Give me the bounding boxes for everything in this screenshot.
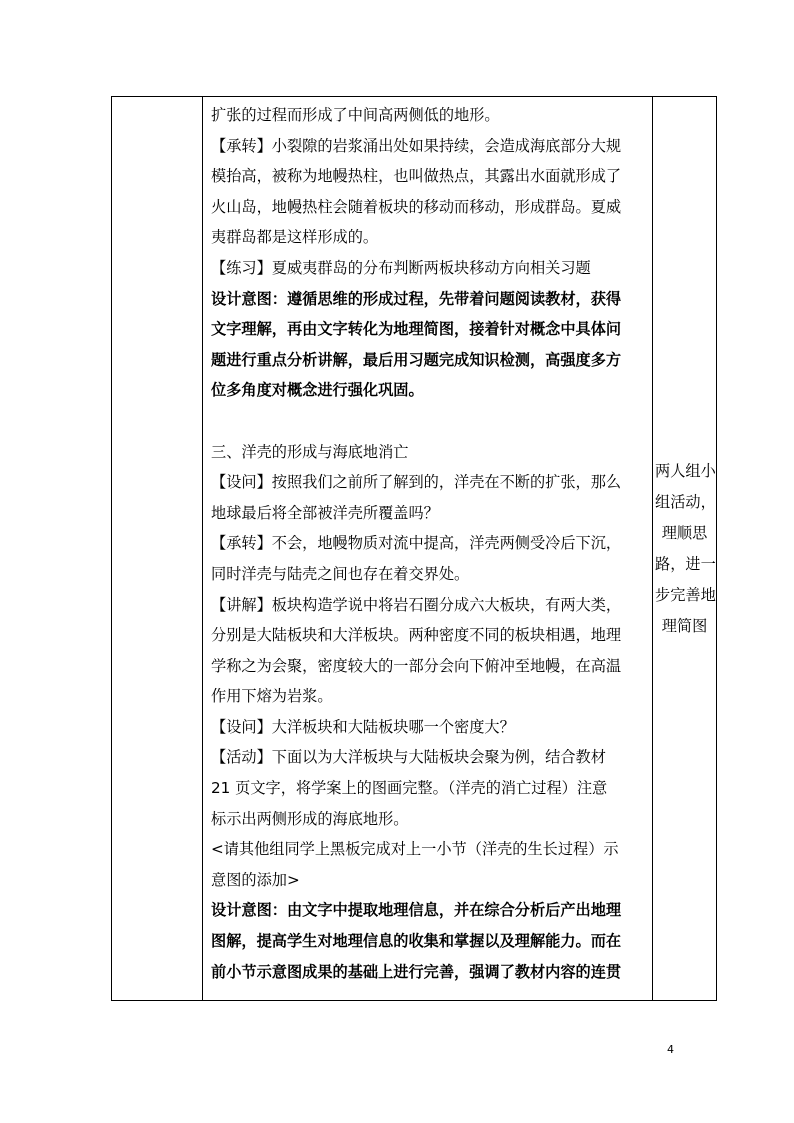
table-row [112,97,717,1001]
activity-line: 理简图 [661,616,708,635]
text-line: 【承转】不会，地幔物质对流中提高，洋壳两侧受冷后下沉， [211,534,622,553]
text-line: 模抬高，被称为地幔热柱，也叫做热点，其露出水面就形成了 [211,167,622,186]
text-line: 火山岛，地幔热柱会随着板块的移动而移动，形成群岛。夏威 [211,197,622,216]
design-intent-line: 题进行重点分析讲解，最后用习题完成知识检测，高强度多方 [211,350,622,369]
text-line: 【活动】下面以为大洋板块与大陆板块会聚为例，结合教材 [211,748,606,767]
design-intent-line: 位多角度对概念进行强化巩固。 [211,381,424,400]
activity-line: 路，进一 [655,554,716,573]
page-number: 4 [667,1043,674,1056]
activity-line: 理顺思 [661,523,708,542]
activity-line: 步完善地 [655,585,716,604]
text-line: 【讲解】板块构造学说中将岩石圈分成六大板块，有两大类， [211,595,622,614]
teaching-process-cell [203,97,653,1001]
student-activity-text [655,456,714,642]
text-line: 标示出两侧形成的海底地形。 [211,809,409,828]
left-column-cell [112,97,203,1001]
design-intent-line: 设计意图：由文字中提取地理信息，并在综合分析后产出地理 [211,901,622,920]
text-line: <请其他组同学上黑板完成对上一小节（洋壳的生长过程）示 [211,840,619,859]
lesson-plan-table [111,96,717,1001]
design-intent-line: 设计意图：遵循思维的形成过程，先带着问题阅读教材，获得 [211,289,622,308]
text-line: 夷群岛都是这样形成的。 [211,228,379,247]
text-line: 学称之为会聚，密度较大的一部分会向下俯冲至地幔，在高温 [211,656,622,675]
text-line: 21 页文字，将学案上的图画完整。（洋壳的消亡过程）注意 [211,779,608,798]
design-intent-line: 图解，提高学生对地理信息的收集和掌握以及理解能力。而在 [211,932,622,951]
design-intent-line: 前小节示意图成果的基础上进行完善，强调了教材内容的连贯 [211,962,622,981]
text-line: 【练习】夏威夷群岛的分布判断两板块移动方向相关习题 [211,258,591,277]
text-line: 【设问】大洋板块和大陆板块哪一个密度大？ [211,717,515,736]
design-intent-line: 文字理解，再由文字转化为地理简图，接着针对概念中具体问 [211,320,622,339]
text-line: 【承转】小裂隙的岩浆涌出处如果持续，会造成海底部分大规 [211,136,622,155]
text-line: 【设问】按照我们之前所了解到的，洋壳在不断的扩张，那么 [211,473,622,492]
activity-line: 两人组小 [655,461,716,480]
text-line: 意图的添加> [211,870,300,889]
text-line: 作用下熔为岩浆。 [211,687,333,706]
text-line: 分别是大陆板块和大洋板块。两种密度不同的板块相遇，地理 [211,626,622,645]
text-line: 三、洋壳的形成与海底地消亡 [211,442,409,461]
text-line: 地球最后将全部被洋壳所覆盖吗？ [211,503,439,522]
text-line: 同时洋壳与陆壳之间也存在着交界处。 [211,564,470,583]
text-line [211,406,646,437]
text-line: 扩张的过程而形成了中间高两侧低的地形。 [211,106,500,124]
student-activity-cell [653,97,717,1001]
activity-line: 组活动， [655,492,716,511]
teaching-process-text [211,100,646,987]
